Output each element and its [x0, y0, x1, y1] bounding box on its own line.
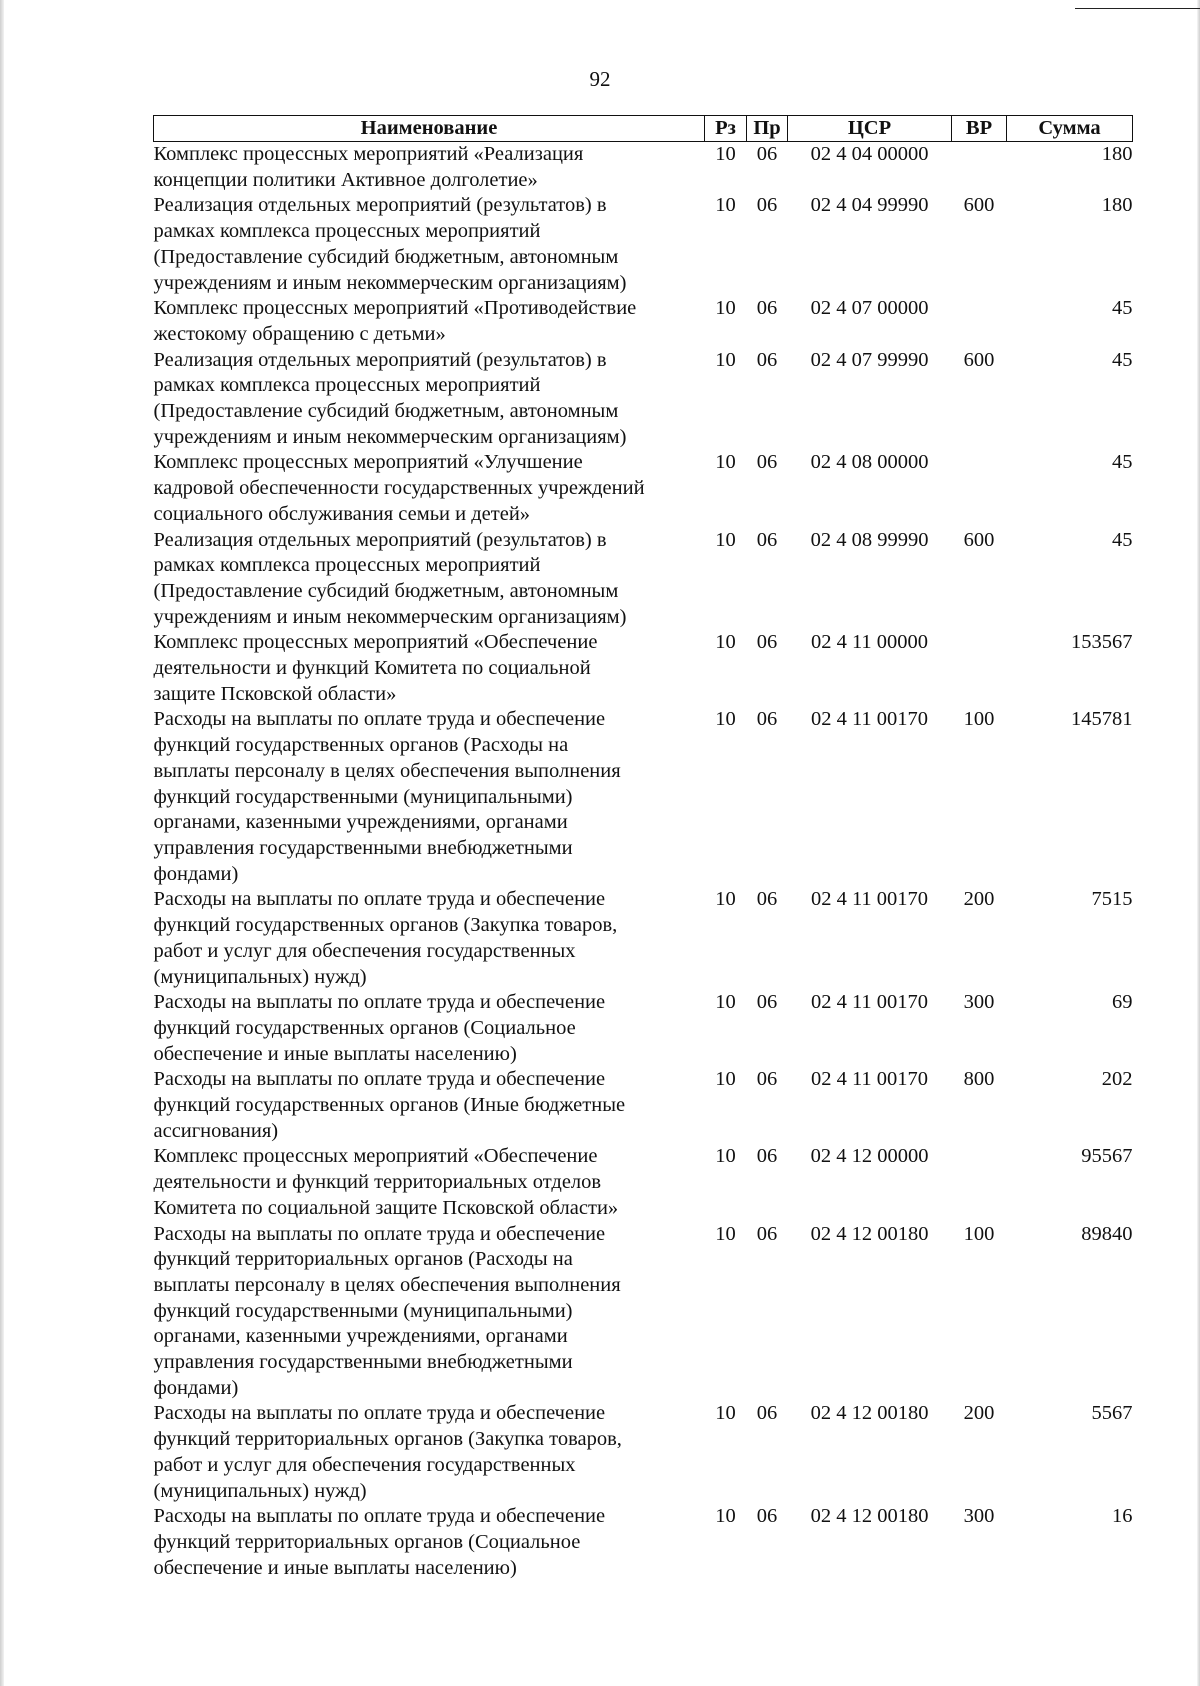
row-sum: 95567	[1081, 1145, 1133, 1168]
row-csr: 02 4 08 99990	[810, 528, 929, 551]
row-rz: 10	[715, 1068, 736, 1091]
table-row	[154, 630, 1133, 707]
row-csr: 02 4 12 00180	[810, 1222, 929, 1245]
row-sum: 45	[1112, 348, 1133, 371]
row-name-line: Комплекс процессных мероприятий «Противодействие	[153, 297, 637, 320]
row-name-line: функций территориальных органов (Закупка товаров,	[153, 1428, 622, 1451]
table-row	[154, 348, 1133, 451]
row-pr: 06	[756, 348, 778, 371]
row-csr: 02 4 08 00000	[810, 451, 929, 474]
row-name-line: учреждениям и иным некоммерческим организациям)	[153, 605, 627, 628]
row-rz: 10	[715, 631, 736, 654]
row-name	[154, 630, 705, 707]
header-name: Наименование	[154, 116, 705, 142]
page-number: 92	[589, 67, 611, 91]
row-rz: 10	[715, 888, 736, 911]
row-name-line: обеспечение и иные выплаты населению)	[153, 1042, 517, 1065]
table-row	[154, 887, 1133, 990]
row-vr	[952, 630, 1007, 707]
row-name-line: Комплекс процессных мероприятий «Обеспечение	[153, 631, 598, 654]
row-csr: 02 4 11 00000	[810, 631, 929, 654]
header-sum: Сумма	[1007, 116, 1133, 142]
row-vr: 300	[963, 1505, 995, 1528]
row-vr: 200	[963, 888, 995, 911]
row-name	[154, 348, 705, 451]
row-vr: 100	[963, 708, 995, 731]
table-row	[154, 1222, 1133, 1402]
row-name-line: органами, казенными учреждениями, органами	[153, 811, 568, 834]
row-sum: 180	[1101, 143, 1133, 165]
row-name-line: Расходы на выплаты по оплате труда и обеспечение	[153, 708, 606, 731]
row-vr	[952, 1144, 1007, 1221]
table-row	[154, 296, 1133, 347]
table-row	[154, 707, 1133, 887]
corner-rule	[1075, 8, 1200, 9]
row-name-line: деятельности и функций территориальных отделов	[153, 1171, 602, 1194]
row-name-line: жестокому обращению с детьми»	[153, 322, 446, 345]
row-name	[154, 1401, 705, 1504]
row-name-line: Расходы на выплаты по оплате труда и обеспечение	[153, 1402, 606, 1425]
row-name	[154, 1504, 705, 1581]
row-name	[154, 528, 705, 631]
row-pr: 06	[756, 528, 778, 551]
row-name-line: фондами)	[153, 1376, 239, 1399]
row-pr: 06	[756, 708, 778, 731]
row-rz: 10	[715, 1222, 736, 1245]
row-pr: 06	[756, 1402, 778, 1425]
row-pr: 06	[756, 888, 778, 911]
row-name-line: социального обслуживания семьи и детей»	[153, 502, 531, 525]
row-rz: 10	[715, 451, 736, 474]
row-name	[154, 193, 705, 296]
row-pr: 06	[756, 1068, 778, 1091]
row-sum: 202	[1101, 1068, 1133, 1091]
row-name-line: обеспечение и иные выплаты населению)	[153, 1556, 517, 1579]
row-name-line: управления государственными внебюджетными	[153, 836, 573, 859]
row-pr: 06	[756, 143, 778, 165]
table-row	[154, 142, 1133, 194]
row-name-line: (муниципальных) нужд)	[153, 965, 367, 988]
row-csr: 02 4 04 00000	[810, 143, 929, 165]
table-body	[154, 142, 1133, 1582]
row-csr: 02 4 12 00180	[810, 1505, 929, 1528]
row-name-line: Реализация отдельных мероприятий (результатов) в	[153, 528, 607, 551]
row-name-line: органами, казенными учреждениями, органами	[153, 1325, 568, 1348]
row-pr: 06	[756, 451, 778, 474]
row-vr: 600	[963, 528, 995, 551]
row-pr: 06	[756, 1505, 778, 1528]
row-name-line: учреждениям и иным некоммерческим организациям)	[153, 425, 627, 448]
row-vr	[952, 450, 1007, 527]
row-csr: 02 4 04 99990	[810, 194, 929, 217]
row-name-line: (муниципальных) нужд)	[153, 1479, 367, 1502]
row-name	[154, 1222, 705, 1402]
row-name-line: учреждениям и иным некоммерческим организациям)	[153, 271, 627, 294]
row-name-line: управления государственными внебюджетными	[153, 1351, 573, 1374]
row-name	[154, 887, 705, 990]
row-name-line: Расходы на выплаты по оплате труда и обеспечение	[153, 991, 606, 1014]
row-vr: 200	[963, 1402, 995, 1425]
row-vr: 800	[963, 1068, 995, 1091]
row-rz: 10	[715, 143, 736, 165]
table-row	[154, 1504, 1133, 1581]
row-sum: 180	[1101, 194, 1133, 217]
row-pr: 06	[756, 1222, 778, 1245]
row-sum: 45	[1112, 451, 1133, 474]
row-pr: 06	[756, 297, 778, 320]
row-sum: 45	[1112, 297, 1133, 320]
row-name-line: Реализация отдельных мероприятий (результатов) в	[153, 194, 607, 217]
row-vr: 300	[963, 991, 995, 1014]
row-rz: 10	[715, 194, 736, 217]
table-row	[154, 1401, 1133, 1504]
row-name	[154, 707, 705, 887]
row-pr: 06	[756, 991, 778, 1014]
row-name	[154, 450, 705, 527]
row-name-line: выплаты персоналу в целях обеспечения выполнения	[153, 1273, 621, 1296]
row-csr: 02 4 07 99990	[810, 348, 929, 371]
row-name-line: работ и услуг для обеспечения государственных	[153, 1453, 576, 1476]
row-pr: 06	[756, 1145, 778, 1168]
row-vr: 100	[963, 1222, 995, 1245]
row-name-line: Комплекс процессных мероприятий «Обеспечение	[153, 1145, 598, 1168]
row-csr: 02 4 11 00170	[810, 991, 929, 1014]
row-rz: 10	[715, 708, 736, 731]
row-name-line: функций государственных органов (Закупка товаров,	[153, 914, 618, 937]
row-vr: 600	[963, 194, 995, 217]
header-vr: ВР	[952, 116, 1007, 142]
row-name-line: функций государственных органов (Иные бюджетные	[153, 1094, 626, 1117]
row-pr: 06	[756, 631, 778, 654]
budget-table	[153, 115, 1133, 1581]
row-name-line: функций государственными (муниципальными)	[153, 1299, 573, 1322]
row-rz: 10	[715, 1145, 736, 1168]
table-row	[154, 1144, 1133, 1221]
row-name-line: Расходы на выплаты по оплате труда и обеспечение	[153, 1068, 606, 1091]
row-csr: 02 4 11 00170	[810, 708, 929, 731]
header-pr: Пр	[747, 116, 788, 142]
row-name	[154, 1144, 705, 1221]
row-name-line: работ и услуг для обеспечения государственных	[153, 939, 576, 962]
row-name-line: рамках комплекса процессных мероприятий	[153, 374, 541, 397]
row-name-line: (Предоставление субсидий бюджетным, автономным	[153, 579, 619, 602]
row-name	[154, 1067, 705, 1144]
row-name-line: функций территориальных органов (Расходы на	[153, 1248, 573, 1271]
row-pr: 06	[756, 194, 778, 217]
row-rz: 10	[715, 991, 736, 1014]
row-name	[154, 296, 705, 347]
table-row	[154, 528, 1133, 631]
row-rz: 10	[715, 297, 736, 320]
table-row	[154, 450, 1133, 527]
row-name-line: Реализация отдельных мероприятий (результатов) в	[153, 348, 607, 371]
row-vr	[952, 142, 1007, 194]
table-row	[154, 990, 1133, 1067]
row-csr: 02 4 11 00170	[810, 888, 929, 911]
row-csr: 02 4 07 00000	[810, 297, 929, 320]
row-name-line: кадровой обеспеченности государственных учреждений	[153, 477, 645, 500]
row-name-line: функций государственных органов (Социальное	[153, 1016, 576, 1039]
row-rz: 10	[715, 1505, 736, 1528]
header-rz: Рз	[705, 116, 747, 142]
row-name-line: Комитета по социальной защите Псковской области»	[153, 1196, 619, 1219]
row-name-line: (Предоставление субсидий бюджетным, автономным	[153, 245, 619, 268]
row-csr: 02 4 12 00180	[810, 1402, 929, 1425]
row-csr: 02 4 11 00170	[810, 1068, 929, 1091]
row-name-line: Комплекс процессных мероприятий «Реализация	[153, 143, 584, 165]
row-vr: 600	[963, 348, 995, 371]
row-name-line: ассигнования)	[153, 1119, 279, 1142]
row-rz: 10	[715, 348, 736, 371]
row-name-line: концепции политики Активное долголетие»	[153, 168, 538, 191]
row-name-line: выплаты персоналу в целях обеспечения выполнения	[153, 759, 621, 782]
row-name-line: функций государственными (муниципальными)	[153, 785, 573, 808]
row-name-line: защите Псковской области»	[153, 682, 397, 705]
row-rz: 10	[715, 1402, 736, 1425]
row-sum: 5567	[1091, 1402, 1133, 1425]
row-name	[154, 990, 705, 1067]
table-row	[154, 193, 1133, 296]
row-name-line: фондами)	[153, 862, 239, 885]
row-sum: 89840	[1081, 1222, 1133, 1245]
row-name-line: рамках комплекса процессных мероприятий	[153, 554, 541, 577]
row-name-line: Расходы на выплаты по оплате труда и обеспечение	[153, 888, 606, 911]
row-name-line: функций территориальных органов (Социальное	[153, 1530, 581, 1553]
header-csr: ЦСР	[788, 116, 952, 142]
row-csr: 02 4 12 00000	[810, 1145, 929, 1168]
row-name-line: Расходы на выплаты по оплате труда и обеспечение	[153, 1222, 606, 1245]
row-sum: 16	[1112, 1505, 1133, 1528]
row-sum: 153567	[1071, 631, 1133, 654]
row-vr	[952, 296, 1007, 347]
row-name-line: функций государственных органов (Расходы на	[153, 734, 569, 757]
row-name	[154, 142, 705, 194]
row-sum: 45	[1112, 528, 1133, 551]
table-header-row	[154, 116, 1133, 142]
row-name-line: деятельности и функций Комитета по социальной	[153, 657, 591, 680]
row-sum: 7515	[1091, 888, 1133, 911]
table-row	[154, 1067, 1133, 1144]
row-rz: 10	[715, 528, 736, 551]
row-name-line: Комплекс процессных мероприятий «Улучшение	[153, 451, 583, 474]
row-name-line: Расходы на выплаты по оплате труда и обеспечение	[153, 1505, 606, 1528]
row-name-line: (Предоставление субсидий бюджетным, автономным	[153, 400, 619, 423]
scan-edge-left	[0, 0, 4, 1686]
row-sum: 69	[1112, 991, 1133, 1014]
row-sum: 145781	[1071, 708, 1133, 731]
row-name-line: рамках комплекса процессных мероприятий	[153, 220, 541, 243]
